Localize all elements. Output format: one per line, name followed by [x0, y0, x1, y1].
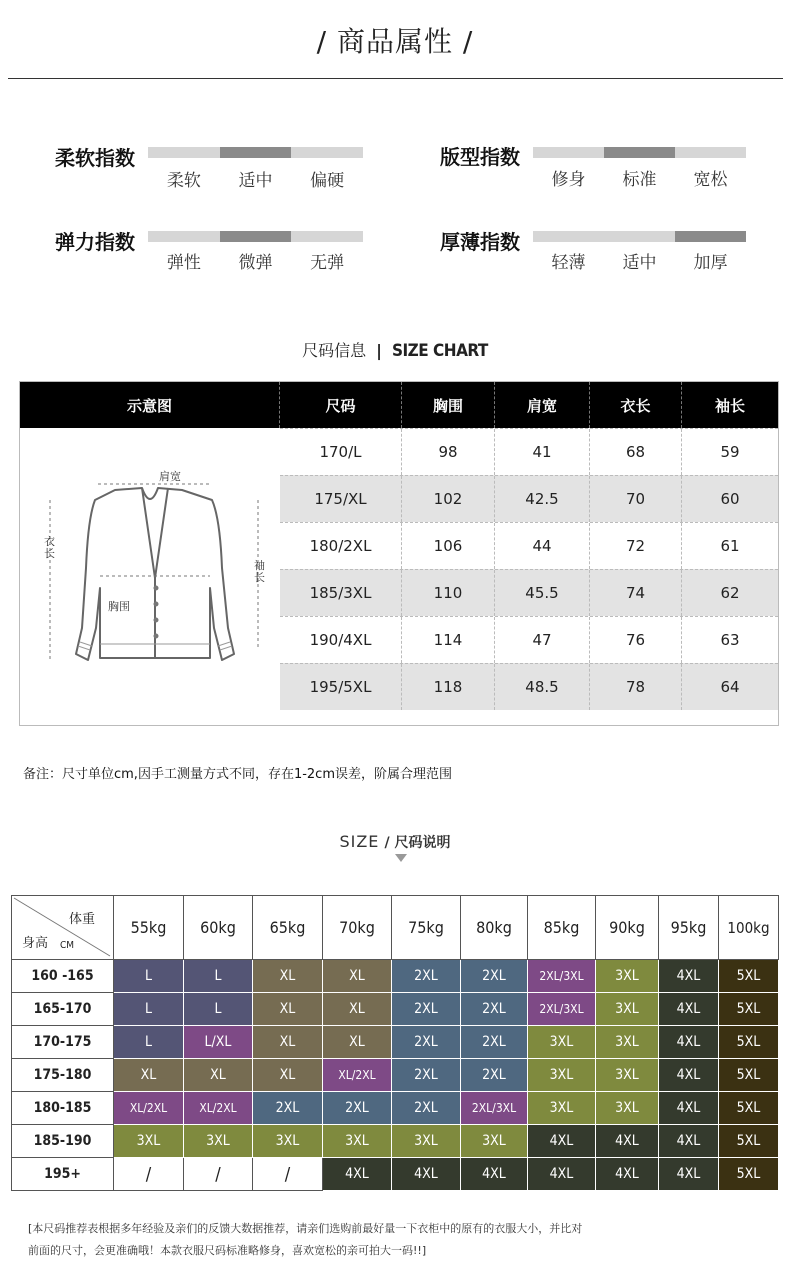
col-sleeve: 袖长	[714, 396, 745, 415]
size-cell: 2XL	[392, 1026, 461, 1059]
size-cell: 5XL	[719, 1026, 779, 1059]
size-cell: 4XL	[659, 1092, 719, 1125]
bar-segment	[533, 231, 604, 242]
corner-height: 身高	[22, 936, 49, 951]
table-row	[12, 1158, 779, 1191]
cell-sleeve: 63	[720, 631, 740, 649]
page-title: / 商品属性 /	[316, 25, 474, 58]
size-guide-heading-en: SIZE	[339, 832, 380, 851]
size-cell: XL	[323, 993, 392, 1026]
cell-chest: 118	[402, 664, 495, 710]
size-cell: 3XL	[461, 1125, 528, 1158]
size-cell: 3XL	[528, 1026, 596, 1059]
cell-size: 180/2XL	[280, 523, 402, 569]
size-cell: 3XL	[392, 1125, 461, 1158]
fit-options	[533, 165, 746, 190]
size-cell: 5XL	[719, 960, 779, 993]
cell-length: 68	[590, 429, 682, 475]
cell-length: 74	[590, 570, 682, 616]
bar-segment	[291, 147, 363, 158]
softness-bar	[148, 147, 363, 158]
size-cell: 3XL	[596, 960, 659, 993]
size-cell: 5XL	[719, 1125, 779, 1158]
option-label: 微弹	[238, 253, 273, 273]
chest-label: 胸围	[108, 600, 130, 613]
cell-chest: 102	[402, 476, 495, 522]
table-row	[12, 993, 779, 1026]
size-cell: L	[114, 960, 184, 993]
height-range: 170-175	[12, 1026, 114, 1059]
size-cell: 4XL	[659, 1026, 719, 1059]
length-label: 衣长	[44, 535, 55, 560]
height-range: 180-185	[12, 1092, 114, 1125]
option-label: 偏硬	[310, 171, 345, 191]
weight-header: 60kg	[184, 896, 253, 960]
cell-chest: 114	[402, 617, 495, 663]
table-row	[280, 522, 778, 569]
heading-separator: |	[376, 341, 382, 360]
cell-chest: 106	[402, 523, 495, 569]
size-cell: 4XL	[528, 1125, 596, 1158]
size-cell: XL	[323, 960, 392, 993]
cell-length: 78	[590, 664, 682, 710]
option-label: 宽松	[693, 170, 728, 190]
size-cell: XL/2XL	[114, 1092, 184, 1125]
size-cell: 4XL	[461, 1158, 528, 1191]
cell-shoulder: 47	[495, 617, 590, 663]
size-cell: 4XL	[323, 1158, 392, 1191]
weight-header: 75kg	[392, 896, 461, 960]
height-range: 185-190	[12, 1125, 114, 1158]
guide-header-row	[12, 896, 779, 960]
cell-shoulder: 45.5	[495, 570, 590, 616]
bar-segment	[220, 231, 292, 242]
size-cell: 2XL	[461, 993, 528, 1026]
shoulder-label: 肩宽	[159, 470, 181, 483]
height-range: 165-170	[12, 993, 114, 1026]
cell-sleeve: 59	[720, 443, 740, 461]
cell-sleeve: 60	[720, 490, 740, 508]
size-cell: 4XL	[659, 1059, 719, 1092]
size-cell: 3XL	[528, 1092, 596, 1125]
col-diagram: 示意图	[20, 382, 280, 428]
option-label: 无弹	[310, 253, 345, 273]
cell-sleeve: 61	[720, 537, 740, 555]
size-cell: XL	[323, 1026, 392, 1059]
corner-weight: 体重	[68, 912, 95, 927]
cell-size: 185/3XL	[280, 570, 402, 616]
size-cell: 2XL/3XL	[528, 960, 596, 993]
bar-segment	[533, 147, 604, 158]
size-cell: 3XL	[184, 1125, 253, 1158]
size-cell: 4XL	[392, 1158, 461, 1191]
size-cell: 3XL	[253, 1125, 323, 1158]
size-cell: 4XL	[528, 1158, 596, 1191]
weight-header: 95kg	[659, 896, 719, 960]
option-label: 适中	[622, 253, 657, 273]
height-range: 175-180	[12, 1059, 114, 1092]
size-cell: 2XL	[392, 993, 461, 1026]
size-chart-table	[19, 381, 779, 726]
bar-segment	[291, 231, 363, 242]
cell-shoulder: 42.5	[495, 476, 590, 522]
size-cell: XL/2XL	[323, 1059, 392, 1092]
table-row	[280, 475, 778, 522]
size-cell: XL	[253, 960, 323, 993]
softness-options	[148, 166, 363, 191]
table-row	[12, 1059, 779, 1092]
size-cell: XL	[114, 1059, 184, 1092]
fit-label: 版型指数	[440, 145, 520, 169]
size-cell: 3XL	[596, 1092, 659, 1125]
size-cell: /	[253, 1158, 323, 1191]
size-cell: 3XL	[596, 1026, 659, 1059]
size-cell: 4XL	[659, 960, 719, 993]
down-arrow-icon	[395, 854, 407, 862]
size-chart-header-row	[20, 382, 778, 428]
size-cell: 4XL	[596, 1158, 659, 1191]
size-guide-heading-cn: / 尺码说明	[384, 835, 451, 851]
size-chart-heading	[0, 338, 790, 361]
cell-chest: 98	[402, 429, 495, 475]
size-cell: 2XL/3XL	[528, 993, 596, 1026]
bar-segment	[675, 231, 746, 242]
option-label: 标准	[622, 170, 657, 190]
thickness-bar	[533, 231, 746, 242]
cell-shoulder: 48.5	[495, 664, 590, 710]
col-shoulder: 肩宽	[495, 382, 590, 428]
option-label: 弹性	[166, 253, 201, 273]
size-cell: XL/2XL	[184, 1092, 253, 1125]
size-cell: 2XL	[323, 1092, 392, 1125]
table-row	[280, 428, 778, 475]
table-row	[280, 663, 778, 710]
size-chart-heading-cn: 尺码信息	[302, 341, 367, 360]
size-cell: 2XL	[392, 1092, 461, 1125]
elasticity-label: 弹力指数	[55, 230, 135, 254]
table-row	[280, 569, 778, 616]
size-cell: 4XL	[659, 1125, 719, 1158]
size-cell: XL	[253, 1059, 323, 1092]
cardigan-diagram	[20, 428, 280, 725]
bar-segment	[148, 231, 220, 242]
size-cell: 5XL	[719, 1059, 779, 1092]
size-disclaimer: [本尺码推荐表根据多年经验及亲们的反馈大数据推荐，请亲们选购前最好量一下衣柜中的原有的衣服大小，并比对前面的尺寸，会更准确哦！本款衣服尺码标准略修身，喜欢宽松的亲可拍大一码!!]	[28, 1222, 583, 1257]
weight-header: 90kg	[596, 896, 659, 960]
fit-bar	[533, 147, 746, 158]
size-cell: 2XL	[392, 960, 461, 993]
weight-header: 65kg	[253, 896, 323, 960]
size-cell: XL	[253, 993, 323, 1026]
size-cell: 5XL	[719, 1092, 779, 1125]
weight-header: 85kg	[528, 896, 596, 960]
height-range: 160 -165	[12, 960, 114, 993]
size-cell: L	[184, 993, 253, 1026]
cell-shoulder: 44	[495, 523, 590, 569]
thickness-options	[533, 248, 746, 273]
bar-segment	[604, 231, 675, 242]
table-row	[12, 1092, 779, 1125]
cell-size: 190/4XL	[280, 617, 402, 663]
size-cell: 4XL	[659, 1158, 719, 1191]
option-label: 修身	[551, 170, 586, 190]
cardigan-illustration	[20, 428, 280, 725]
table-row	[12, 960, 779, 993]
cell-sleeve: 62	[720, 584, 740, 602]
size-cell: L/XL	[184, 1026, 253, 1059]
measurement-note: 备注：尺寸单位cm,因手工测量方式不同，存在1-2cm误差，阶属合理范围	[23, 767, 452, 782]
size-cell: /	[114, 1158, 184, 1191]
size-cell: 2XL	[392, 1059, 461, 1092]
elasticity-bar	[148, 231, 363, 242]
thickness-label: 厚薄指数	[440, 230, 520, 254]
cell-size: 175/XL	[280, 476, 402, 522]
size-guide-table	[11, 895, 779, 1191]
option-label: 加厚	[693, 253, 728, 273]
size-guide-heading	[0, 832, 790, 852]
size-cell: 3XL	[114, 1125, 184, 1158]
size-cell: XL	[253, 1026, 323, 1059]
size-cell: 2XL	[461, 960, 528, 993]
size-cell: 5XL	[719, 993, 779, 1026]
cell-length: 70	[590, 476, 682, 522]
size-cell: L	[114, 993, 184, 1026]
header-divider	[8, 78, 783, 79]
cell-chest: 110	[402, 570, 495, 616]
size-cell: /	[184, 1158, 253, 1191]
cell-length: 72	[590, 523, 682, 569]
size-cell: 5XL	[719, 1158, 779, 1191]
weight-header: 70kg	[323, 896, 392, 960]
height-range: 195+	[12, 1158, 114, 1191]
size-cell: L	[184, 960, 253, 993]
weight-header: 100kg	[719, 896, 779, 960]
table-row	[280, 616, 778, 663]
size-cell: 4XL	[659, 993, 719, 1026]
bar-segment	[148, 147, 220, 158]
size-cell: 3XL	[596, 993, 659, 1026]
elasticity-options	[148, 248, 363, 273]
col-chest: 胸围	[402, 382, 495, 428]
size-chart-heading-en: SIZE CHART	[391, 341, 488, 361]
option-label: 轻薄	[551, 253, 586, 273]
guide-corner-cell	[12, 896, 114, 960]
option-label: 柔软	[166, 171, 201, 191]
table-row	[12, 1125, 779, 1158]
cell-length: 76	[590, 617, 682, 663]
size-chart-rows	[280, 428, 778, 710]
option-label: 适中	[238, 171, 273, 191]
size-cell: 2XL/3XL	[461, 1092, 528, 1125]
size-cell: XL	[184, 1059, 253, 1092]
bar-segment	[220, 147, 292, 158]
size-cell: 2XL	[461, 1026, 528, 1059]
table-row	[12, 1026, 779, 1059]
corner-unit: CM	[60, 940, 75, 951]
weight-header: 80kg	[461, 896, 528, 960]
cell-sleeve: 64	[720, 678, 740, 696]
size-cell: L	[114, 1026, 184, 1059]
bar-segment	[604, 147, 675, 158]
sleeve-label: 袖长	[254, 559, 265, 584]
size-cell: 3XL	[596, 1059, 659, 1092]
size-cell: 4XL	[596, 1125, 659, 1158]
size-cell: 2XL	[253, 1092, 323, 1125]
col-length: 衣长	[590, 382, 682, 428]
size-cell: 3XL	[323, 1125, 392, 1158]
col-size: 尺码	[280, 382, 402, 428]
cell-shoulder: 41	[495, 429, 590, 475]
bar-segment	[675, 147, 746, 158]
weight-header: 55kg	[114, 896, 184, 960]
cell-size: 170/L	[280, 429, 402, 475]
size-cell: 3XL	[528, 1059, 596, 1092]
softness-label: 柔软指数	[55, 146, 135, 170]
size-cell: 2XL	[461, 1059, 528, 1092]
cell-size: 195/5XL	[280, 664, 402, 710]
